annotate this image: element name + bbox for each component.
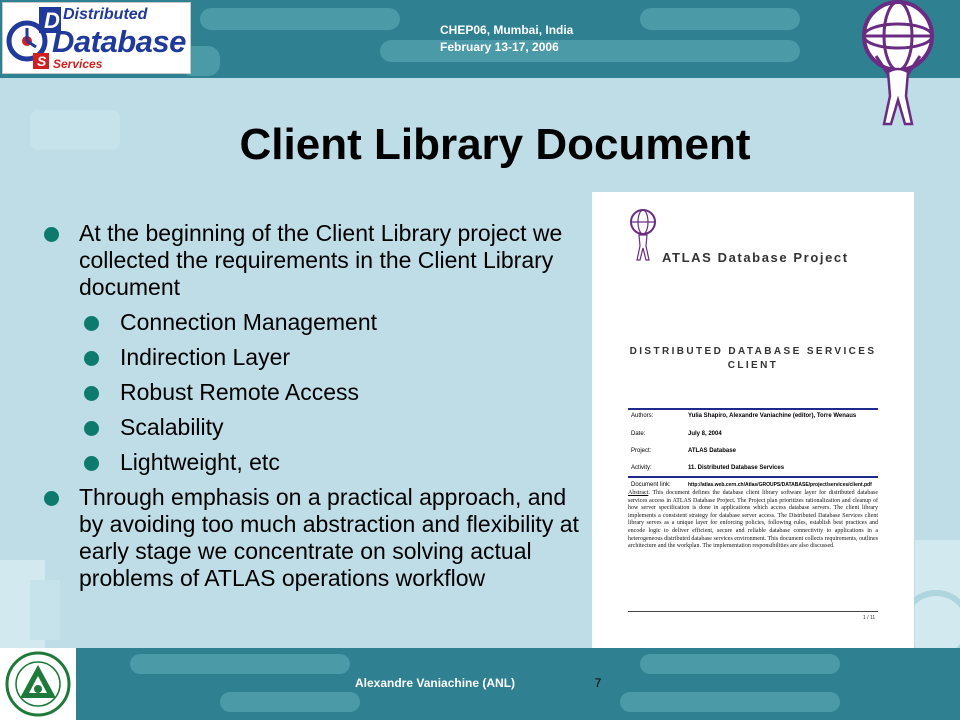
bullet-dot-icon [84, 456, 99, 471]
conference-info [440, 22, 573, 56]
doc-title: DISTRIBUTED DATABASE SERVICES [629, 346, 877, 357]
atlas-logo [858, 0, 938, 130]
bullet-text: At the beginning of the Client Library project we collected the requirements in the Client Library document [79, 220, 563, 300]
svg-text:D: D [44, 8, 60, 33]
sub-bullet-item [40, 414, 580, 441]
logo-word-services: Services [53, 57, 103, 71]
doc-page-number: 1 / 11 [863, 615, 876, 621]
bullet-dot-icon [84, 386, 99, 401]
bullet-list [40, 220, 580, 592]
bullet-text: Connection Management [120, 309, 377, 335]
bullet-text: Lightweight, etc [120, 449, 280, 475]
doc-subtitle: CLIENT [727, 360, 779, 371]
logo-word-database: Database [52, 24, 186, 59]
slide-title: Client Library Document [239, 120, 751, 169]
footer-decoration [130, 654, 350, 674]
doc-field-value: http://atlas.web.cern.ch/Atlas/GROUPS/DATABASE/project/services/client.pdf [688, 482, 872, 488]
doc-abstract-text: . This document defines the database client library software layer for distributed database services access in ATLAS Database Project. The Project plan prioritizes rationalization and cleanup of how server specification is done in applications which access database servers. The client library implements a consistent strategy for database server access. The Distributed Database Services client library serves as a unique layer for enforcing policies, following rules, establish best practices and encode logic to deliver efficient, secure and reliable database connectivity to applications in a heterogeneous distributed database services environment. This document collects requirements, outlines architecture and the workplan. The implementation responsibilities are also discussed. [628, 490, 878, 550]
bullet-text: Indirection Layer [120, 344, 291, 370]
atlas-small-logo-icon [628, 208, 658, 264]
footer-decoration [640, 654, 840, 674]
bullet-dot-icon [84, 316, 99, 331]
bullet-text: Scalability [120, 414, 224, 440]
doc-field-value: ATLAS Database [688, 448, 736, 454]
logo-word-distributed: Distributed [63, 6, 148, 23]
doc-abstract [628, 490, 878, 551]
footer-author: Alexandre Vaniachine (ANL) [355, 676, 516, 690]
doc-field-key: Project: [631, 448, 652, 454]
bullet-item [40, 220, 580, 301]
distributed-database-services-logo [2, 2, 191, 74]
doc-field-key: Document link: [631, 482, 671, 488]
doc-project-name: ATLAS Database Project [662, 250, 849, 265]
argonne-logo [0, 648, 76, 720]
sub-bullet-item [40, 449, 580, 476]
sub-bullet-item [40, 344, 580, 371]
doc-rule [628, 476, 878, 478]
doc-field-key: Authors: [631, 413, 654, 419]
bullet-dot-icon [44, 227, 59, 242]
bullet-text: Through emphasis on a practical approach, and by avoiding too much abstraction and flexibility at early stage we concentrate on solving actual problems of ATLAS operations workflow [79, 484, 579, 591]
bullet-dot-icon [84, 421, 99, 436]
conference-location: CHEP06, Mumbai, India [440, 23, 574, 37]
bullet-text: Robust Remote Access [120, 379, 360, 405]
bullet-dot-icon [44, 491, 59, 506]
doc-abstract-label: Abstract [628, 490, 649, 496]
sub-bullet-item [40, 379, 580, 406]
doc-field-value: Yulia Shapiro, Alexandre Vaniachine (editor), Torre Wenaus [688, 413, 857, 419]
sub-bullet-item [40, 309, 580, 336]
doc-rule [628, 408, 878, 410]
doc-field-key: Date: [631, 431, 646, 437]
footer-decoration [620, 692, 840, 712]
header-band [0, 0, 960, 78]
bullet-item [40, 484, 580, 592]
doc-field-key: Activity: [631, 465, 652, 471]
header-decoration [200, 8, 400, 30]
conference-dates: February 13-17, 2006 [440, 40, 559, 54]
slide-page-number: 7 [594, 676, 602, 690]
argonne-logo-icon [0, 648, 76, 720]
header-decoration [640, 8, 800, 30]
doc-field-value: July 8, 2004 [688, 431, 722, 437]
document-thumbnail [592, 192, 914, 648]
doc-footer-rule [628, 611, 878, 612]
svg-text:S: S [37, 53, 47, 69]
footer-decoration [220, 692, 360, 712]
bullet-dot-icon [84, 351, 99, 366]
doc-field-value: 11. Distributed Database Services [688, 465, 785, 471]
